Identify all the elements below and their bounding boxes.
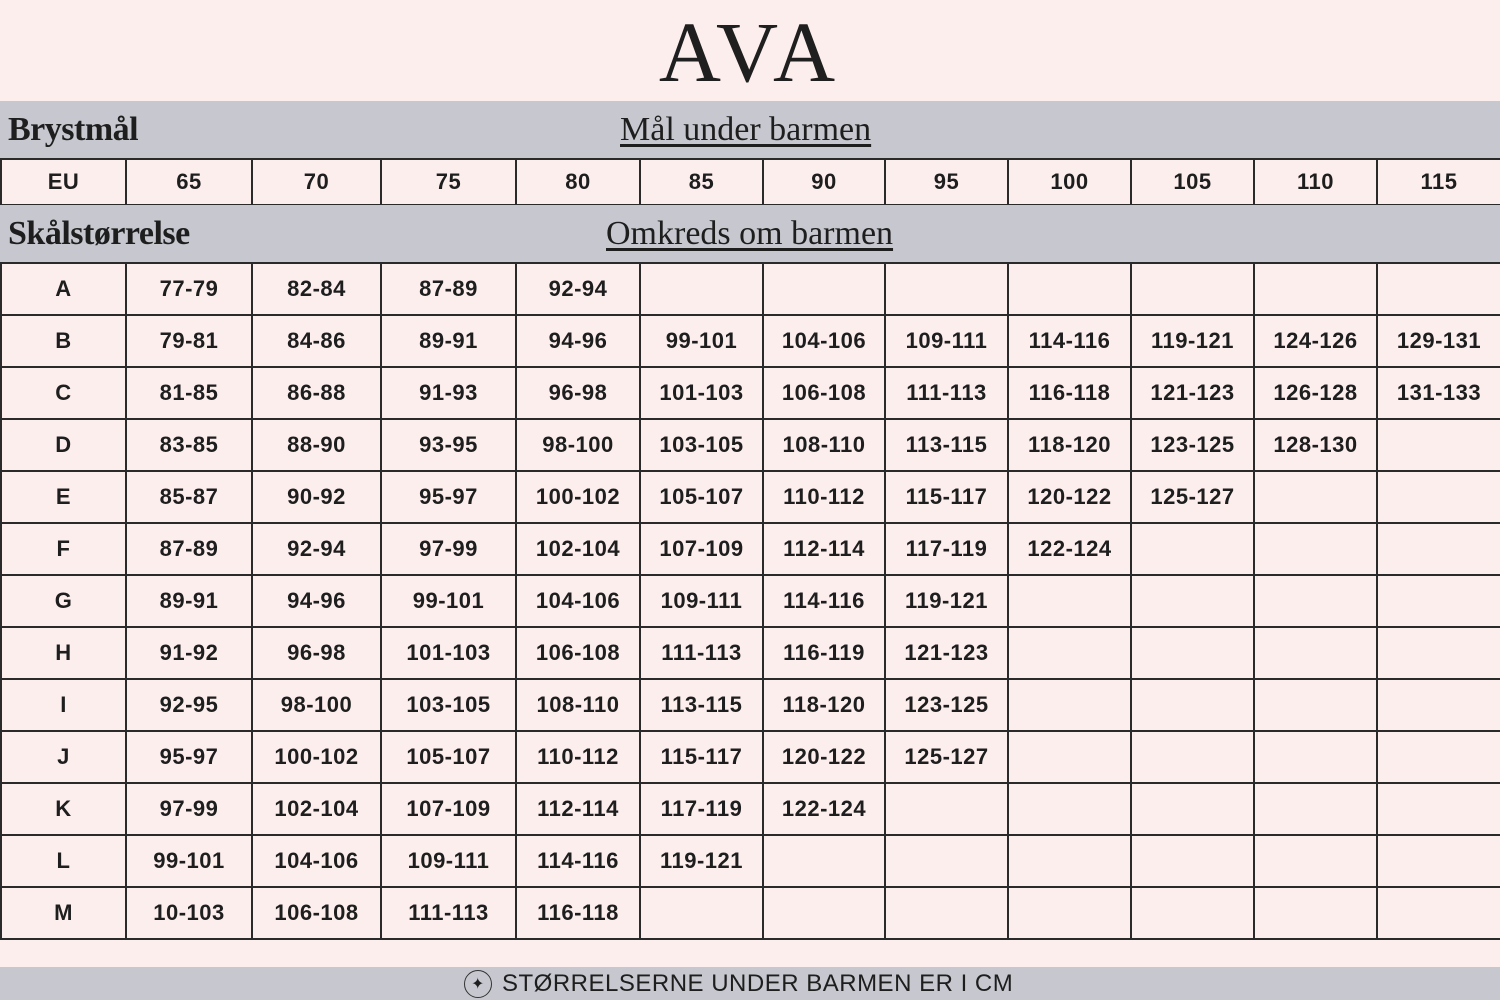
cup-label-cell: E [1,471,126,523]
measurement-cell: 129-131 [1377,315,1500,367]
measurement-cell: 109-111 [885,315,1008,367]
eu-size-cell: 95 [885,159,1008,205]
measurement-cell: 104-106 [763,315,885,367]
measurement-cell: 109-111 [640,575,763,627]
measurement-cell [885,887,1008,939]
measurement-cell: 121-123 [885,627,1008,679]
measurement-cell: 102-104 [516,523,640,575]
measurement-cell [1008,887,1131,939]
measurement-cell: 10-103 [126,887,252,939]
measurement-cell: 113-115 [885,419,1008,471]
measurement-cell: 114-116 [1008,315,1131,367]
skal-header [0,205,1500,263]
eu-size-cell: 75 [381,159,516,205]
measurement-cell: 131-133 [1377,367,1500,419]
measurement-cell: 79-81 [126,315,252,367]
measurement-cell: 111-113 [885,367,1008,419]
measurement-cell [1131,887,1254,939]
measurement-cell: 123-125 [885,679,1008,731]
measurement-cell: 106-108 [252,887,381,939]
cup-row-h [1,627,1500,679]
measurement-cell: 115-117 [640,731,763,783]
measurement-cell: 100-102 [252,731,381,783]
cup-table-body [1,263,1500,939]
measurement-cell [1008,731,1131,783]
measurement-cell: 101-103 [381,627,516,679]
measurement-cell [1131,575,1254,627]
measurement-cell [1377,679,1500,731]
measurement-cell: 108-110 [763,419,885,471]
cup-row-c [1,367,1500,419]
cup-row-e [1,471,1500,523]
measurement-cell [1377,731,1500,783]
measurement-cell: 81-85 [126,367,252,419]
measurement-cell: 94-96 [252,575,381,627]
measurement-cell: 99-101 [126,835,252,887]
measurement-cell: 96-98 [516,367,640,419]
cup-label-cell: B [1,315,126,367]
measurement-cell [1254,887,1377,939]
measurement-cell [1377,575,1500,627]
measurement-cell: 92-94 [516,263,640,315]
measurement-cell [1254,835,1377,887]
measurement-cell [885,783,1008,835]
measurement-cell [1254,731,1377,783]
measurement-cell: 82-84 [252,263,381,315]
footer-note [0,967,1500,1000]
measurement-cell: 85-87 [126,471,252,523]
measurement-cell [1377,263,1500,315]
measurement-cell [1377,471,1500,523]
measurement-cell: 95-97 [126,731,252,783]
measurement-cell: 124-126 [1254,315,1377,367]
measurement-cell [1008,835,1131,887]
measurement-cell [1254,679,1377,731]
cup-label-cell: A [1,263,126,315]
measurement-cell [1131,835,1254,887]
cup-row-k [1,783,1500,835]
measurement-cell [1254,471,1377,523]
measurement-cell [1008,263,1131,315]
measurement-cell: 109-111 [381,835,516,887]
eu-size-cell: 70 [252,159,381,205]
measurement-cell [763,887,885,939]
measurement-cell: 116-119 [763,627,885,679]
measurement-cell: 92-95 [126,679,252,731]
measurement-cell: 128-130 [1254,419,1377,471]
measurement-cell [1008,627,1131,679]
measurement-cell: 111-113 [381,887,516,939]
cup-row-m [1,887,1500,939]
skal-label: Skålstørrelse [8,215,190,252]
cup-size-table [0,262,1500,940]
measurement-cell [1254,627,1377,679]
cup-label-cell: K [1,783,126,835]
measurement-cell: 87-89 [381,263,516,315]
measurement-cell: 117-119 [640,783,763,835]
eu-size-cell: 115 [1377,159,1500,205]
eu-size-cell: 65 [126,159,252,205]
measurement-cell [1254,523,1377,575]
measurement-cell [1131,627,1254,679]
brystmal-header [0,101,1500,159]
measurement-cell: 106-108 [763,367,885,419]
measurement-cell: 88-90 [252,419,381,471]
measurement-cell [1377,627,1500,679]
measurement-cell: 113-115 [640,679,763,731]
measurement-cell: 116-118 [516,887,640,939]
measurement-cell [1377,523,1500,575]
measurement-cell: 114-116 [763,575,885,627]
measurement-cell: 125-127 [885,731,1008,783]
measurement-cell: 98-100 [516,419,640,471]
cup-row-i [1,679,1500,731]
cup-row-f [1,523,1500,575]
cup-row-b [1,315,1500,367]
measurement-cell [1008,575,1131,627]
measurement-cell: 92-94 [252,523,381,575]
measurement-cell: 89-91 [381,315,516,367]
measurement-cell: 115-117 [885,471,1008,523]
measurement-cell [1377,887,1500,939]
measurement-cell: 121-123 [1131,367,1254,419]
measurement-cell: 97-99 [126,783,252,835]
measurement-cell: 99-101 [640,315,763,367]
measurement-cell: 103-105 [640,419,763,471]
eu-size-cell: 90 [763,159,885,205]
measurement-cell [1377,783,1500,835]
measurement-cell: 77-79 [126,263,252,315]
measurement-cell: 119-121 [640,835,763,887]
measurement-cell: 119-121 [885,575,1008,627]
cup-label-cell: G [1,575,126,627]
measurement-cell: 119-121 [1131,315,1254,367]
measurement-cell: 94-96 [516,315,640,367]
measurement-cell: 110-112 [763,471,885,523]
measurement-cell: 99-101 [381,575,516,627]
measurement-cell: 107-109 [381,783,516,835]
sparkle-icon: ✦ [464,970,492,998]
cup-label-cell: M [1,887,126,939]
measurement-cell: 118-120 [1008,419,1131,471]
measurement-cell: 114-116 [516,835,640,887]
eu-size-cell: 100 [1008,159,1131,205]
measurement-cell [763,263,885,315]
skal-subtitle: Omkreds om barmen [606,215,894,252]
measurement-cell: 117-119 [885,523,1008,575]
measurement-cell: 91-92 [126,627,252,679]
measurement-cell [1131,731,1254,783]
measurement-cell: 126-128 [1254,367,1377,419]
measurement-cell: 116-118 [1008,367,1131,419]
cup-row-d [1,419,1500,471]
measurement-cell: 102-104 [252,783,381,835]
brand-logo: AVA [658,4,842,100]
cup-row-l [1,835,1500,887]
measurement-cell: 122-124 [1008,523,1131,575]
cup-label-cell: F [1,523,126,575]
measurement-cell [1008,783,1131,835]
measurement-cell [885,263,1008,315]
measurement-cell [1131,783,1254,835]
measurement-cell: 93-95 [381,419,516,471]
brystmal-subtitle: Mål under barmen [620,111,872,148]
eu-size-table [0,158,1500,206]
measurement-cell: 103-105 [381,679,516,731]
cup-label-cell: H [1,627,126,679]
measurement-cell: 112-114 [516,783,640,835]
measurement-cell: 118-120 [763,679,885,731]
measurement-cell: 122-124 [763,783,885,835]
eu-label-cell: EU [1,159,126,205]
cup-label-cell: L [1,835,126,887]
eu-size-row [1,159,1500,205]
measurement-cell: 100-102 [516,471,640,523]
measurement-cell: 110-112 [516,731,640,783]
measurement-cell: 108-110 [516,679,640,731]
measurement-cell: 125-127 [1131,471,1254,523]
measurement-cell: 91-93 [381,367,516,419]
measurement-cell: 120-122 [1008,471,1131,523]
measurement-cell [640,263,763,315]
brystmal-label: Brystmål [8,111,139,148]
footer-text: STØRRELSERNE UNDER BARMEN ER I CM [502,969,1014,997]
eu-size-cell: 85 [640,159,763,205]
measurement-cell: 86-88 [252,367,381,419]
eu-size-cell: 110 [1254,159,1377,205]
measurement-cell: 105-107 [640,471,763,523]
measurement-cell [763,835,885,887]
measurement-cell [640,887,763,939]
measurement-cell [1254,575,1377,627]
measurement-cell [1131,523,1254,575]
measurement-cell: 106-108 [516,627,640,679]
eu-size-cell: 105 [1131,159,1254,205]
measurement-cell: 104-106 [252,835,381,887]
measurement-cell: 83-85 [126,419,252,471]
cup-row-a [1,263,1500,315]
measurement-cell [1131,679,1254,731]
cup-label-cell: I [1,679,126,731]
measurement-cell: 90-92 [252,471,381,523]
measurement-cell: 107-109 [640,523,763,575]
measurement-cell: 96-98 [252,627,381,679]
measurement-cell: 98-100 [252,679,381,731]
measurement-cell [1131,263,1254,315]
measurement-cell: 84-86 [252,315,381,367]
measurement-cell: 101-103 [640,367,763,419]
measurement-cell: 112-114 [763,523,885,575]
measurement-cell: 97-99 [381,523,516,575]
measurement-cell: 95-97 [381,471,516,523]
eu-size-cell: 80 [516,159,640,205]
measurement-cell [1008,679,1131,731]
cup-row-g [1,575,1500,627]
measurement-cell: 120-122 [763,731,885,783]
measurement-cell [1254,783,1377,835]
measurement-cell: 111-113 [640,627,763,679]
cup-label-cell: D [1,419,126,471]
measurement-cell [1377,835,1500,887]
measurement-cell: 87-89 [126,523,252,575]
cup-row-j [1,731,1500,783]
measurement-cell: 105-107 [381,731,516,783]
measurement-cell [885,835,1008,887]
measurement-cell [1377,419,1500,471]
measurement-cell: 89-91 [126,575,252,627]
cup-label-cell: J [1,731,126,783]
cup-label-cell: C [1,367,126,419]
measurement-cell: 104-106 [516,575,640,627]
measurement-cell: 123-125 [1131,419,1254,471]
measurement-cell [1254,263,1377,315]
